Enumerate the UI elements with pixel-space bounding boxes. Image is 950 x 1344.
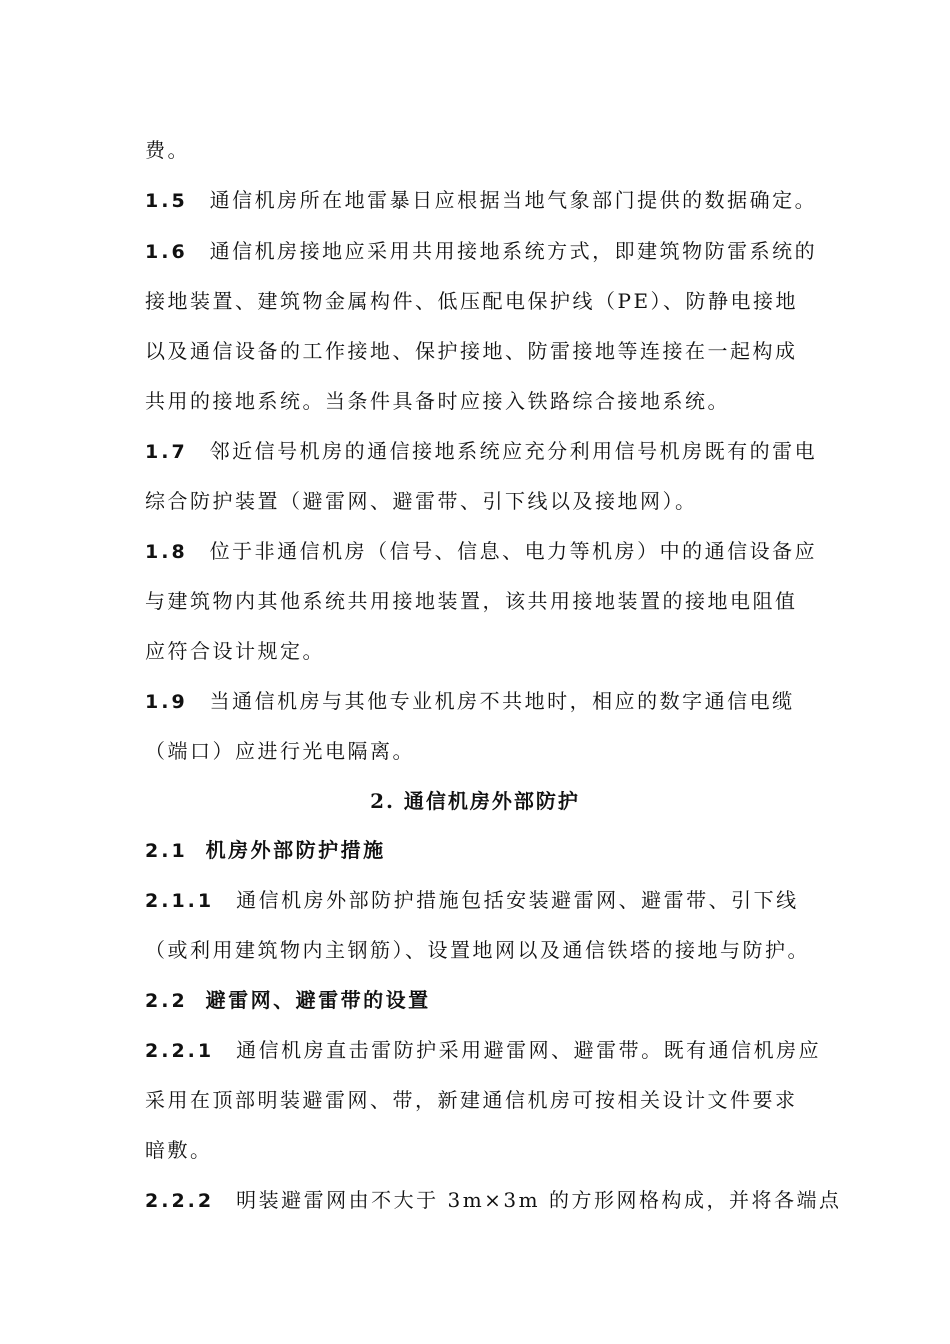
- clause-number: 2.1: [145, 840, 188, 862]
- clause-1-9: 1.9 当通信机房与其他专业机房不共地时，相应的数字通信电缆: [145, 686, 810, 717]
- text-line: 费。: [145, 138, 190, 162]
- clause-2-1-1: 2.1.1 通信机房外部防护措施包括安装避雷网、避雷带、引下线: [145, 885, 810, 916]
- text-line: （或利用建筑物内主钢筋）、设置地网以及通信铁塔的接地与防护。: [145, 938, 810, 962]
- section-title: 2. 通信机房外部防护: [370, 789, 580, 813]
- clause-number: 1.6: [145, 241, 188, 263]
- clause-number: 2.2.1: [145, 1040, 215, 1062]
- clause-1-8: 1.8 位于非通信机房（信号、信息、电力等机房）中的通信设备应: [145, 536, 810, 567]
- text-line: 与建筑物内其他系统共用接地装置，该共用接地装置的接地电阻值: [145, 589, 798, 613]
- clause-1-5: 1.5 通信机房所在地雷暴日应根据当地气象部门提供的数据确定。: [145, 185, 810, 216]
- clause-2-1: 2.1 机房外部防护措施: [145, 835, 810, 866]
- clause-1-7: 1.7 邻近信号机房的通信接地系统应充分利用信号机房既有的雷电: [145, 436, 810, 467]
- text-line: 应符合设计规定。: [145, 639, 325, 663]
- text-line: 共用的接地系统。当条件具备时应接入铁路综合接地系统。: [145, 389, 730, 413]
- clause-2-2-1: 2.2.1 通信机房直击雷防护采用避雷网、避雷带。既有通信机房应: [145, 1035, 810, 1066]
- clause-number: 1.5: [145, 190, 188, 212]
- clause-number: 2.2.2: [145, 1190, 215, 1212]
- clause-2-2-2: 2.2.2 明装避雷网由不大于 3m×3m 的方形网格构成，并将各端点: [145, 1185, 810, 1216]
- clause-number: 1.8: [145, 541, 188, 563]
- clause-number: 2.1.1: [145, 890, 215, 912]
- text-line: （端口）应进行光电隔离。: [145, 739, 415, 763]
- clause-number: 1.9: [145, 691, 188, 713]
- text-line: 采用在顶部明装避雷网、带，新建通信机房可按相关设计文件要求: [145, 1088, 798, 1112]
- text-line: 接地装置、建筑物金属构件、低压配电保护线（PE）、防静电接地: [145, 289, 799, 313]
- clause-number: 2.2: [145, 990, 188, 1012]
- clause-number: 1.7: [145, 441, 188, 463]
- clause-2-2: 2.2 避雷网、避雷带的设置: [145, 985, 810, 1016]
- text-line: 综合防护装置（避雷网、避雷带、引下线以及接地网）。: [145, 489, 698, 513]
- clause-1-6: 1.6 通信机房接地应采用共用接地系统方式，即建筑物防雷系统的: [145, 236, 810, 267]
- text-line: 暗敷。: [145, 1138, 213, 1162]
- text-line: 以及通信设备的工作接地、保护接地、防雷接地等连接在一起构成: [145, 339, 798, 363]
